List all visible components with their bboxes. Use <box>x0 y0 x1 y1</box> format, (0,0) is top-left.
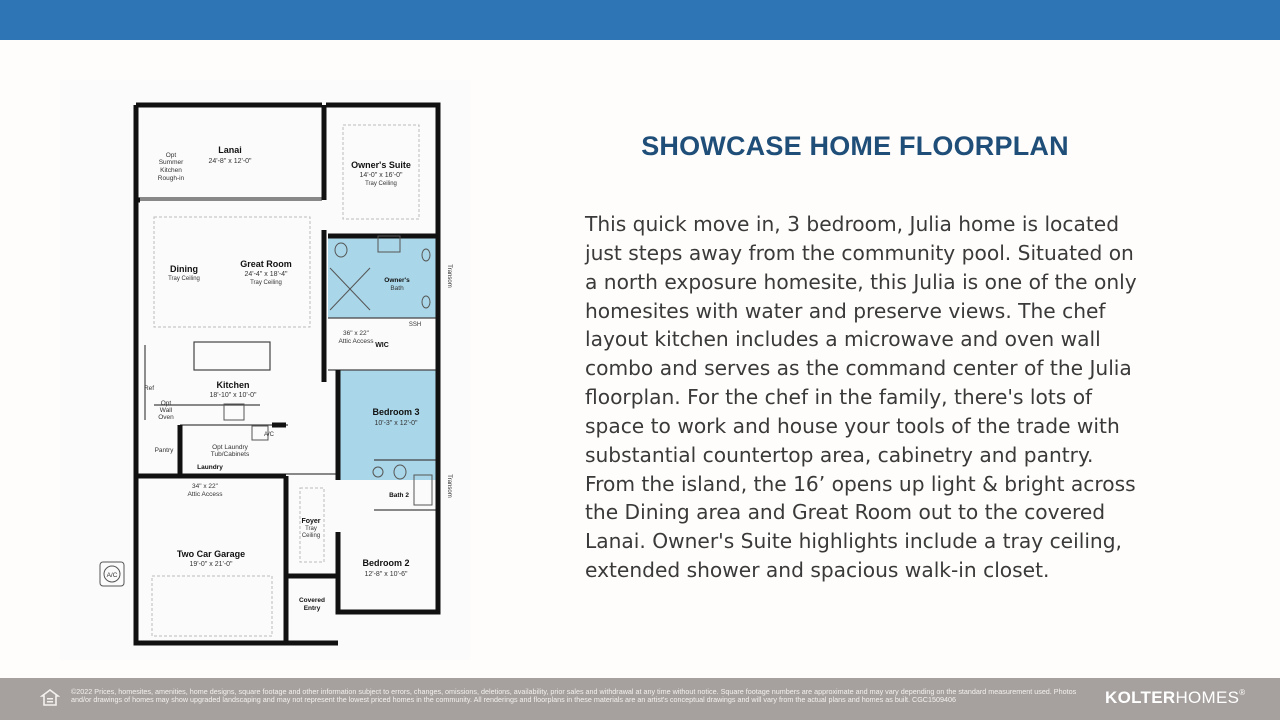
fp-foyer-name: Foyer <box>301 518 321 525</box>
fp-summer-3: Kitchen <box>160 167 182 174</box>
fp-garage-name: Two Car Garage <box>176 549 246 559</box>
fp-kitchen-dims: 18'-10" x 10'-0" <box>209 392 257 399</box>
fp-wall-oven-1: Opt <box>160 400 172 407</box>
fp-summer-2: Summer <box>158 159 184 166</box>
fp-bedroom2-dims: 12'-8" x 10'-6" <box>364 571 408 578</box>
floorplan-image <box>60 80 470 660</box>
fp-foyer-note1: Tray <box>305 526 317 532</box>
home-description: This quick move in, 3 bedroom, Julia home is located just steps away from the community pool. Situated on a north exposure homesite, this Julia is one of the only homesites with water and preserve views. The chef layout kitchen includes a microwave and oven wall combo and serves as the command center of the Julia floorplan. For the chef in the family, there's lots of space to work and house your tools of the trade with substantial countertop area, cabinetry and pantry. From the island, the 16’ opens up light & bright across the Dining area and Great Room out to the covered Lanai. Owner's Suite highlights include a tray ceiling, extended shower and spacious walk-in closet. <box>585 212 1137 583</box>
fp-attic-1-label: Attic Access <box>338 338 374 345</box>
fp-attic-1-dims: 36" x 22" <box>343 330 369 337</box>
fp-lanai-name: Lanai <box>218 145 242 155</box>
fp-transom-2: Transom <box>446 474 452 498</box>
fp-great-room-dims: 24'-4" x 18'-4" <box>244 271 288 278</box>
logo-mark: ® <box>1239 688 1246 697</box>
fp-lanai-dims: 24'-8" x 12'-0" <box>208 158 252 165</box>
fp-bath2: Bath 2 <box>389 492 409 499</box>
fp-bedroom3-name: Bedroom 3 <box>372 407 420 417</box>
fp-owners-suite-name: Owner's Suite <box>351 160 411 170</box>
fp-attic-2-label: Attic Access <box>187 491 223 498</box>
fp-bedroom3-dims: 10'-3" x 12'-0" <box>374 420 418 427</box>
fp-dining-name: Dining <box>170 264 198 274</box>
fp-garage-dims: 19'-0" x 21'-0" <box>189 561 233 568</box>
fp-covered-entry-1: Covered <box>298 597 326 604</box>
fp-wall-oven-2: Wall <box>159 407 173 414</box>
logo-light: HOMES <box>1175 688 1240 707</box>
fp-wic: WIC <box>375 342 389 349</box>
fp-laundry-tub-1: Opt Laundry <box>212 444 248 451</box>
fp-pantry: Pantry <box>154 447 174 454</box>
fp-great-room-note: Tray Ceiling <box>250 280 282 286</box>
legal-disclaimer: ©2022 Prices, homesites, amenities, home designs, square footage and other information subject to errors, changes, omissions, deletions, availability, prior sales and withdrawal at any time without notice. Square footage numbers are approximate and may vary depending on the standard measurement used. Photos and/or drawings of homes may show upgraded landscaping and may not represent the lowest priced homes in the community. All renderings and floorplans in these materials are an artist's conceptual drawings and will vary from the actual plans and homes as built. CGC1509406 <box>71 687 1077 704</box>
fp-bedroom2-name: Bedroom 2 <box>362 558 410 568</box>
header-bar <box>0 0 1280 40</box>
fp-ac-closet: A/C <box>263 432 275 438</box>
fp-owners-suite-note: Tray Ceiling <box>365 181 397 187</box>
logo-bold: KOLTER <box>1105 688 1176 707</box>
fp-ssh: SSH <box>408 322 422 328</box>
fp-ac-unit: A/C <box>106 572 118 579</box>
fp-summer-1: Opt <box>165 152 177 159</box>
fp-great-room-name: Great Room <box>240 259 292 269</box>
fp-laundry: Laundry <box>197 464 223 471</box>
page-title: SHOWCASE HOME FLOORPLAN <box>641 131 1069 161</box>
equal-housing-icon <box>40 688 60 708</box>
fp-transom-1: Transom <box>446 264 452 288</box>
fp-covered-entry-2: Entry <box>303 605 321 612</box>
fp-foyer-note2: Ceiling <box>301 533 321 539</box>
fp-dining-note: Tray Ceiling <box>168 276 200 282</box>
fp-laundry-tub-2: Tub/Cabinets <box>210 451 250 458</box>
fp-kitchen-name: Kitchen <box>216 380 250 390</box>
fp-owners-suite-dims: 14'-0" x 16'-0" <box>359 172 403 179</box>
fp-summer-4: Rough-in <box>157 175 185 182</box>
fp-owners-bath-1: Owner's <box>384 277 410 284</box>
fp-attic-2-dims: 34" x 22" <box>192 483 218 490</box>
kolter-homes-logo <box>1105 688 1245 708</box>
fp-ref: Ref <box>143 385 155 392</box>
fp-wall-oven-3: Oven <box>158 414 174 421</box>
fp-owners-bath-2: Bath <box>390 285 404 292</box>
